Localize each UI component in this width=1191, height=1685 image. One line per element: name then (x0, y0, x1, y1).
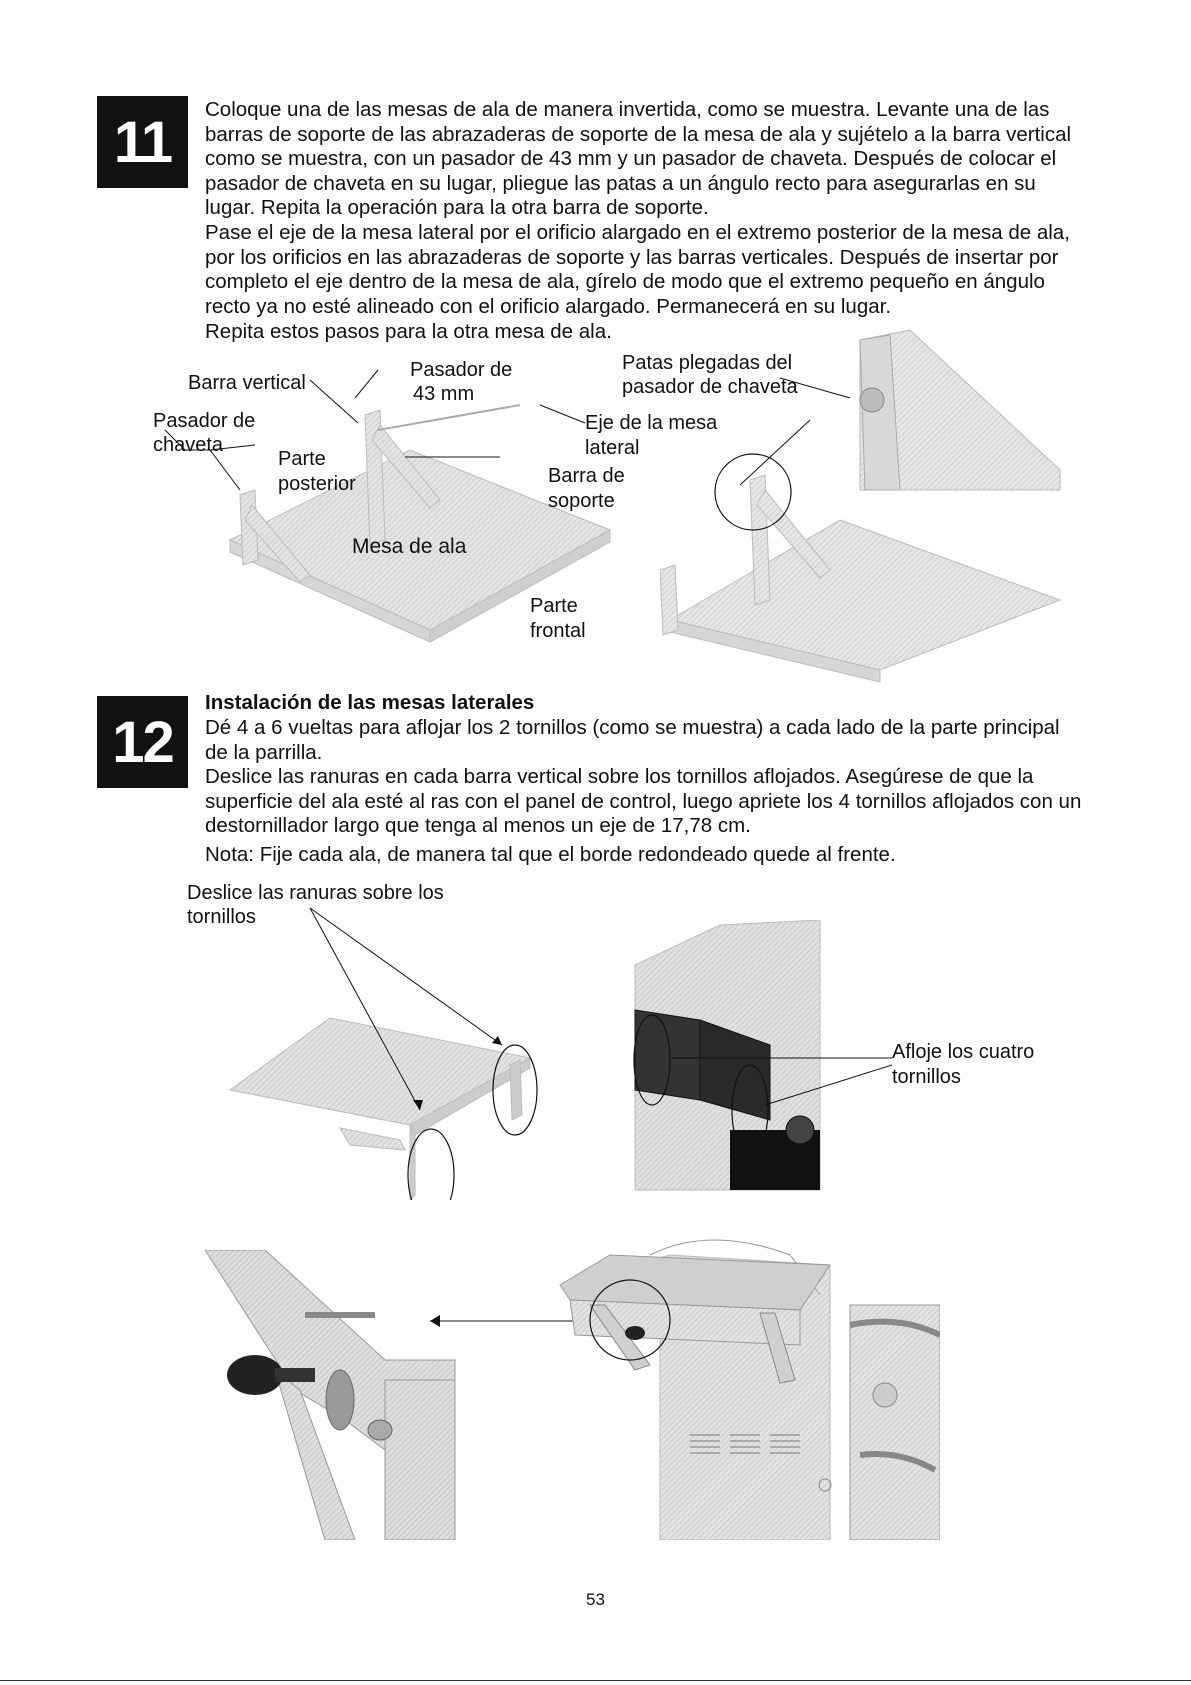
label-afloje-1: Afloje los cuatro (892, 1041, 1035, 1063)
mounted-side-table-illustration (430, 1235, 940, 1540)
label-parte-frontal-2: frontal (530, 620, 586, 642)
step-12-heading: Instalación de las mesas laterales (205, 691, 535, 714)
label-pasador-de: Pasador de (410, 359, 513, 381)
step-11-paragraph-2: Pase el eje de la mesa lateral por el orificio alargado en el extremo posterior de la mesa de ala, por los orificios en las abrazaderas de soporte y las barras verticales. Después de insertar por completo el eje dentro de la mesa de ala, gírelo de modo que el extremo pequeño en ángulo recto ya no esté alineado con el orificio alargado. Permanecerá en su lugar. (205, 221, 1070, 318)
label-pasador-chaveta-2: chaveta (153, 434, 224, 456)
page-number: 53 (586, 1590, 605, 1609)
label-parte-posterior-2: posterior (278, 473, 356, 495)
step-12-paragraph-3: Nota: Fije cada ala, de manera tal que el borde redondeado quede al frente. (205, 843, 896, 866)
screwdriver-detail-illustration (205, 1250, 465, 1540)
grill-side-screws-illustration (630, 920, 900, 1200)
step-12-paragraph-2: Deslice las ranuras en cada barra vertical sobre los tornillos aflojados. Asegúrese de que la superficie del ala esté al ras con el panel de control, luego apriete los 4 tornillos aflojados con un destornillador largo que tenga al menos un eje de 17,78 cm. (205, 765, 1082, 837)
step-12-badge: 12 (97, 696, 188, 788)
label-pasador-chaveta-1: Pasador de (153, 410, 256, 432)
cotter-pin-detail-illustration (660, 320, 1080, 690)
label-eje-1: Eje de la mesa (585, 412, 718, 434)
label-barra-vertical: Barra vertical (188, 372, 306, 394)
label-parte-frontal-1: Parte (530, 595, 578, 617)
label-parte-posterior-1: Parte (278, 448, 326, 470)
step-11-badge: 11 (97, 96, 188, 188)
page-bottom-rule (0, 1680, 1191, 1681)
label-barra-soporte-1: Barra de (548, 465, 625, 487)
step-11-paragraph-3: Repita estos pasos para la otra mesa de ala. (205, 320, 612, 343)
label-afloje-2: tornillos (892, 1066, 961, 1088)
label-patas-plegadas-2: pasador de chaveta (622, 376, 798, 398)
label-deslice-2: tornillos (187, 906, 256, 928)
step-12-paragraph-1: Dé 4 a 6 vueltas para aflojar los 2 tornillos (como se muestra) a cada lado de la parte principal de la parrilla. (205, 716, 1060, 764)
label-deslice-1: Deslice las ranuras sobre los (187, 882, 444, 904)
label-mesa-de-ala: Mesa de ala (352, 535, 467, 558)
label-patas-plegadas-1: Patas plegadas del (622, 352, 793, 374)
step-11-paragraph-1: Coloque una de las mesas de ala de manera invertida, como se muestra. Levante una de las barras de soporte de las abrazaderas de soporte de la mesa de ala y sujételo a la barra vertical como se muestra, con un pasador de 43 mm y un pasador de chaveta. Después de colocar el pasador de chaveta en su lugar, pliegue las patas a un ángulo recto para asegurarlas en su lugar. Repita la operación para la otra barra de soporte. (205, 98, 1072, 219)
side-table-slots-illustration (220, 900, 580, 1200)
label-eje-2: lateral (585, 437, 640, 459)
label-43mm: 43 mm (413, 383, 475, 405)
label-barra-soporte-2: soporte (548, 490, 615, 512)
